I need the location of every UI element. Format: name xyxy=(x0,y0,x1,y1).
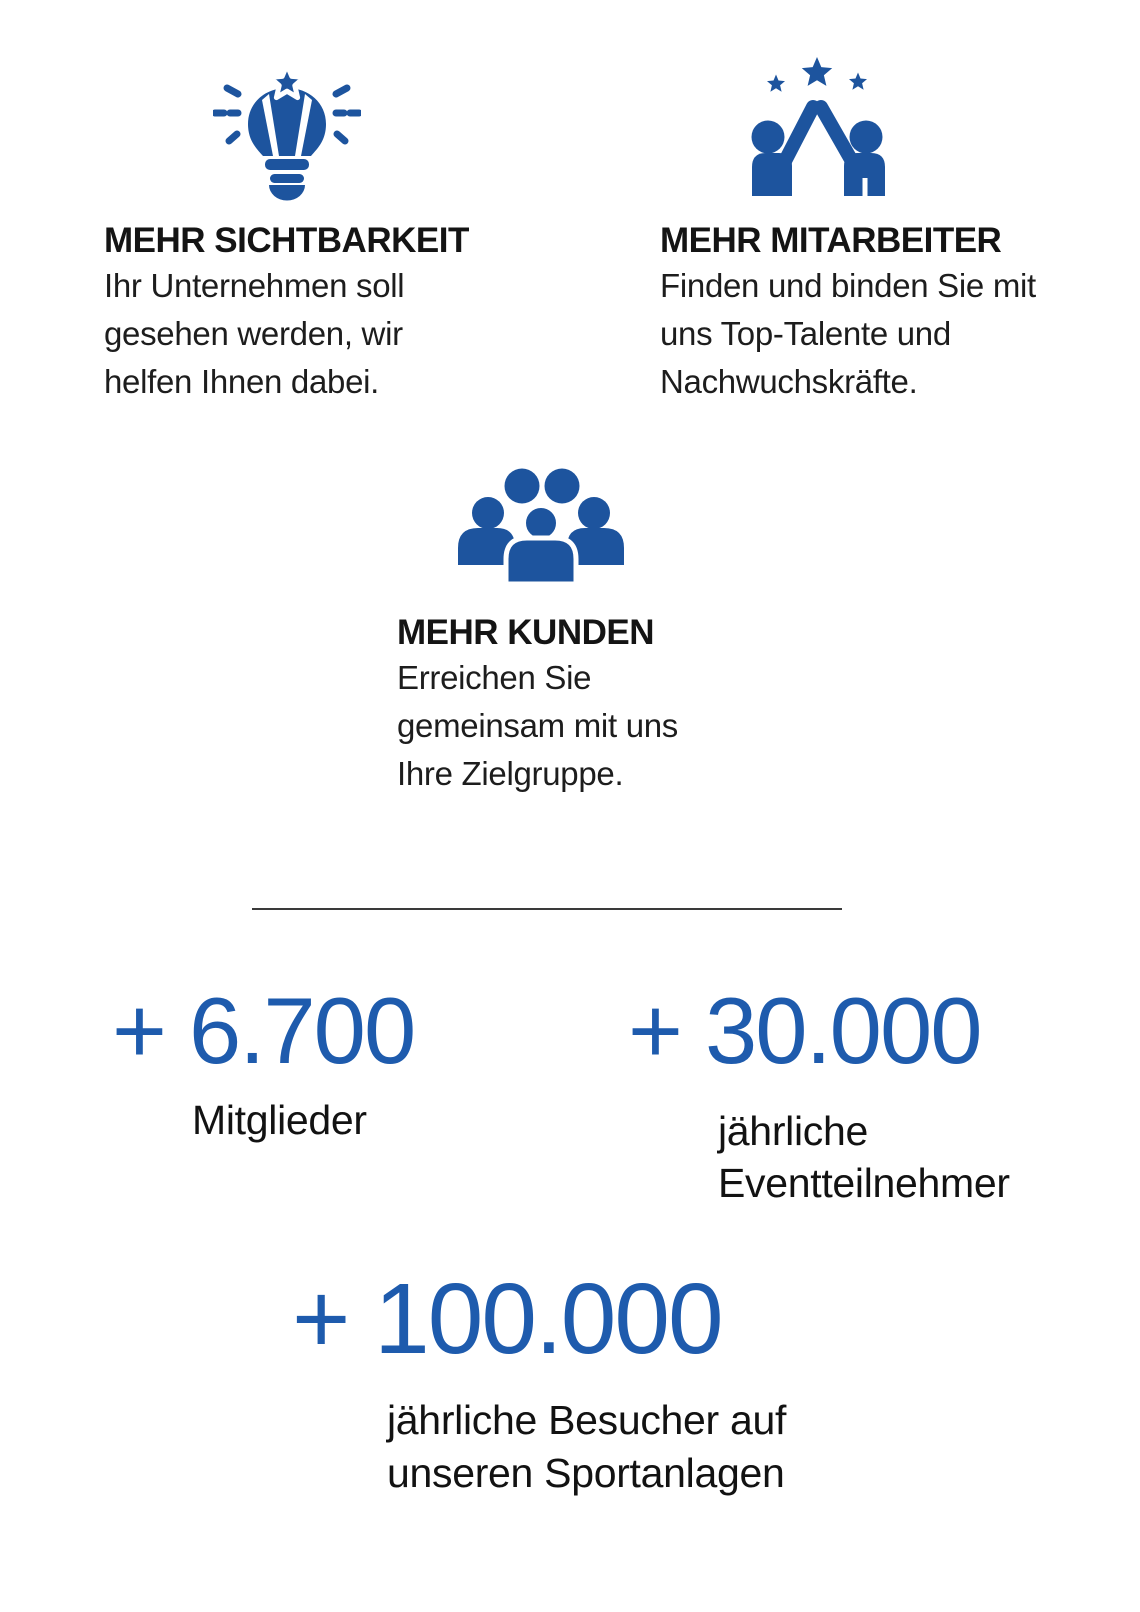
stat-label-line: jährliche xyxy=(718,1108,868,1154)
divider-line xyxy=(252,908,842,910)
feature-text-line: Erreichen Sie xyxy=(397,659,592,696)
feature-text-line: gemeinsam mit uns xyxy=(397,707,679,744)
stat-label-line: unseren Sportanlagen xyxy=(387,1450,785,1496)
feature-text-mitarbeiter xyxy=(660,262,1036,406)
feature-text-line: Finden und binden Sie mit xyxy=(660,267,1036,304)
people-group-icon xyxy=(453,464,629,586)
stat-label-eventteilnehmer xyxy=(718,1105,1010,1209)
high-five-stars-icon xyxy=(746,56,890,198)
feature-text-kunden xyxy=(397,654,678,798)
feature-text-line: gesehen werden, wir xyxy=(104,315,403,352)
feature-title-mitarbeiter: MEHR MITARBEITER xyxy=(660,221,1002,260)
stat-value-besucher: + 100.000 xyxy=(292,1263,722,1375)
feature-title-sichtbarkeit: MEHR SICHTBARKEIT xyxy=(104,221,469,260)
stat-label-besucher xyxy=(387,1394,786,1500)
stat-value-mitglieder: + 6.700 xyxy=(112,978,415,1083)
feature-text-line: Ihr Unternehmen soll xyxy=(104,267,405,304)
stat-value-eventteilnehmer: + 30.000 xyxy=(628,978,981,1083)
feature-text-line: Nachwuchskräfte. xyxy=(660,363,918,400)
stat-label-line: Eventteilnehmer xyxy=(718,1160,1010,1206)
stat-label-mitglieder xyxy=(192,1094,367,1146)
lightbulb-star-icon xyxy=(213,62,361,204)
feature-text-sichtbarkeit xyxy=(104,262,404,406)
stat-label-line: jährliche Besucher auf xyxy=(387,1397,787,1443)
feature-text-line: helfen Ihnen dabei. xyxy=(104,363,380,400)
feature-text-line: Ihre Zielgruppe. xyxy=(397,755,624,792)
stat-label-line: Mitglieder xyxy=(192,1097,367,1143)
feature-title-kunden: MEHR KUNDEN xyxy=(397,613,654,652)
feature-text-line: uns Top-Talente und xyxy=(660,315,951,352)
